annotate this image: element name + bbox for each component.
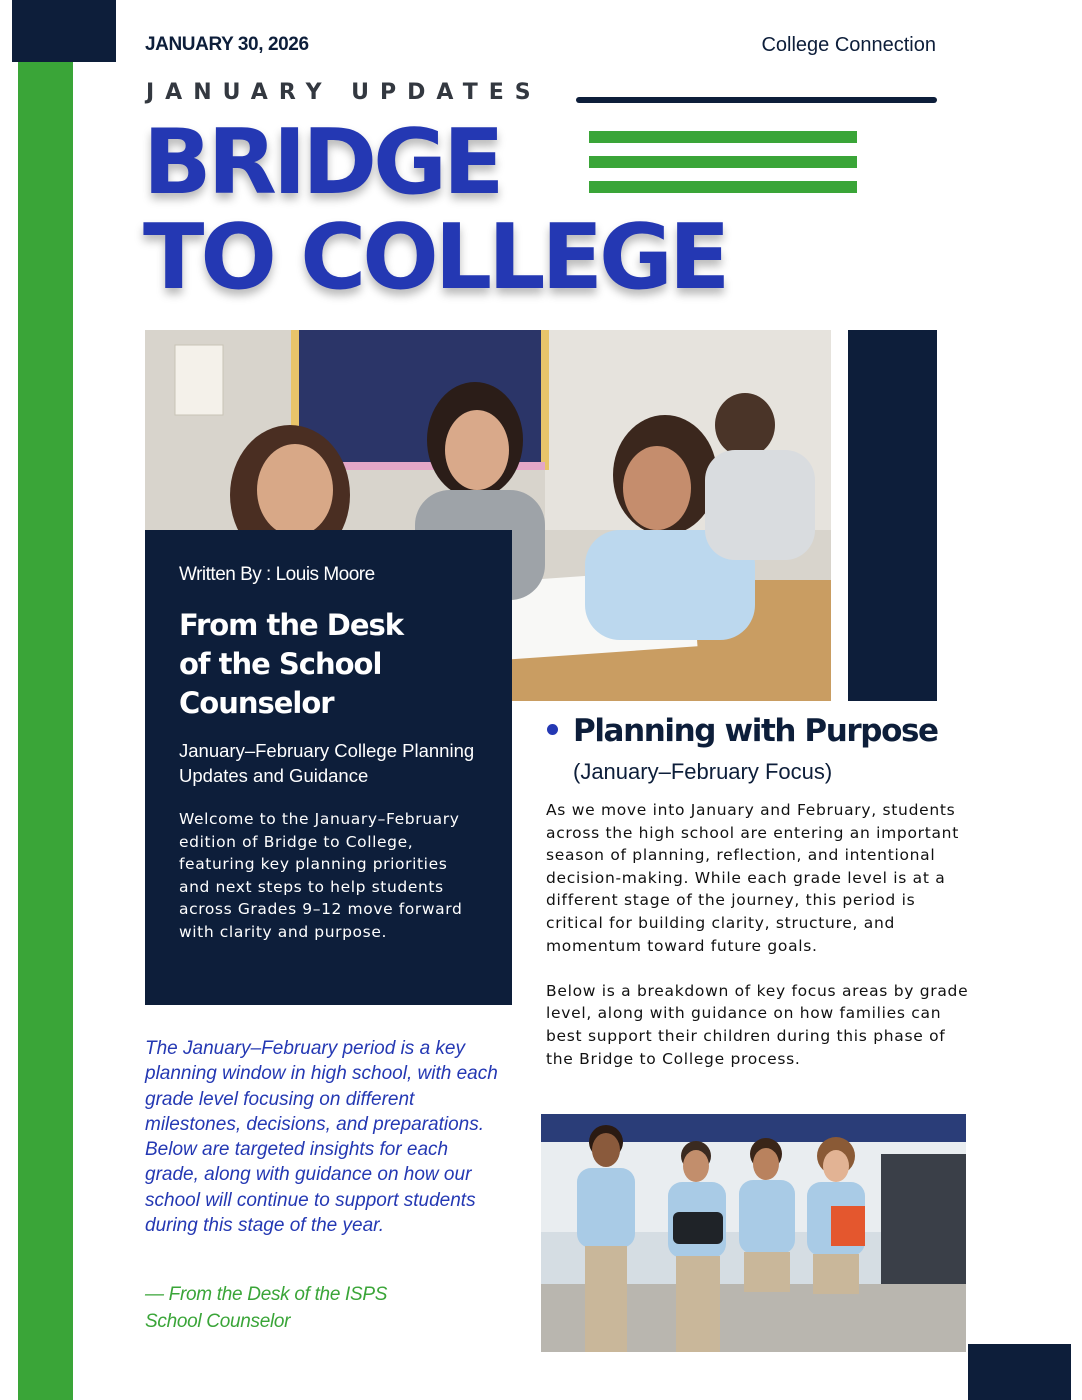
masthead-title-line-2: TO COLLEGE [143,205,727,310]
desk-heading-line-1: From the Desk [179,608,404,642]
desk-heading-line-3: Counselor [179,686,334,720]
corner-block-top [12,0,116,62]
students-walking-photo [541,1114,966,1352]
quote-signature [145,1281,425,1335]
desk-welcome-text: Welcome to the January–February edition of Bridge to College, featuring key planning priorities and next steps to help students across Grades 9–12 move forward with clarity and purpose. [179,810,463,941]
planning-paragraph-1: As we move into January and February, students across the high school are entering an important season of planning, reflection, and intentional decision-making. While each grade level is at a different stage of the journey, this period is critical for building clarity, structure, and momentum toward future goals. [546,801,959,955]
intro-pull-quote: The January–February period is a key planning window in high school, with each grade level focusing on different milestones, decisions, and preparations. Below are targeted insights for each grade, along with guidance on how our school will continue to support students during this stage of the year. [145,1038,498,1237]
navy-accent-block [848,330,937,701]
green-stripe-3 [589,181,857,193]
author-byline: Written By : Louis Moore [179,564,375,585]
green-stripe-2 [589,156,857,168]
desk-subtitle: January–February College Planning Updates and Guidance [179,740,475,786]
side-accent-bar [18,62,73,1400]
planning-article [546,799,971,1070]
signature-line-2: School Counselor [145,1311,291,1332]
heading-bullet-dot [547,724,558,735]
counselor-desk-panel [145,530,512,1005]
issue-kicker: JANUARY UPDATES [146,80,542,105]
signature-line-1: — From the Desk of the ISPS [145,1284,388,1305]
planning-paragraph-2: Below is a breakdown of key focus areas by grade level, along with guidance on how families can best support their children during this phase of the Bridge to College process. [546,981,969,1068]
masthead-title-line-1: BRIDGE [143,110,501,215]
issue-date: JANUARY 30, 2026 [145,34,309,55]
desk-heading-line-2: of the School [179,647,382,681]
header-rule [576,97,937,103]
desk-heading [179,606,482,723]
section-name: College Connection [761,34,936,56]
planning-heading: Planning with Purpose [573,713,938,749]
planning-subheading: (January–February Focus) [573,759,833,784]
green-stripe-1 [589,131,857,143]
corner-block-bottom [968,1344,1071,1400]
